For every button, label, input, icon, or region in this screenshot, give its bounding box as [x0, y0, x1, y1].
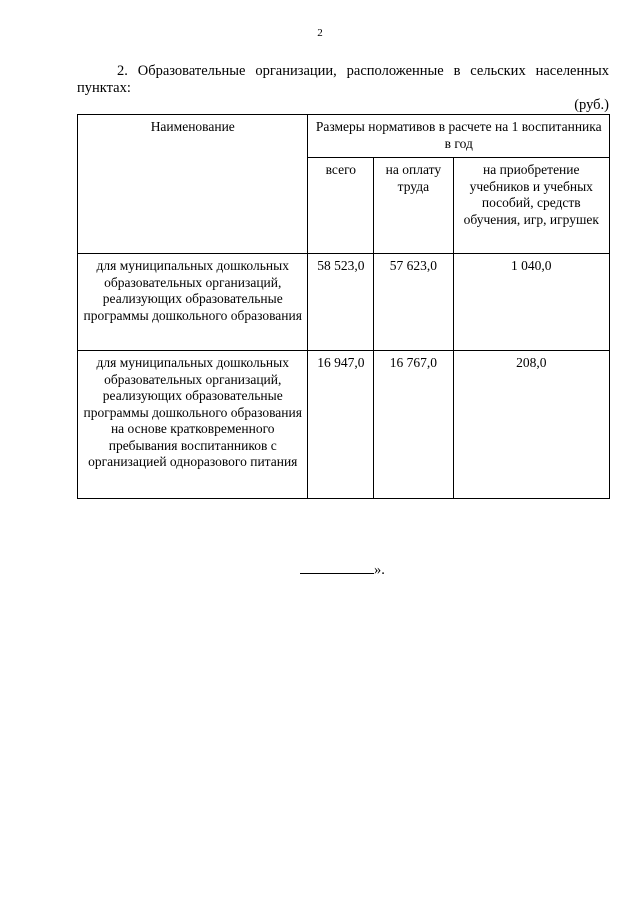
header-group-cell: Размеры нормативов в расчете на 1 воспитанника в год: [308, 115, 610, 158]
row-materials-cell: 1 040,0: [453, 254, 609, 351]
page-number: 2: [317, 27, 323, 39]
closing-mark: [300, 561, 385, 579]
norms-table: [77, 114, 610, 499]
row-labor-cell: 57 623,0: [374, 254, 453, 351]
row-name-cell: для муниципальных дошкольных образовательных организаций, реализующих образовательные программы дошкольного образования на основе кратковременного пребывания воспитанников с организацией одноразового питания: [78, 351, 308, 499]
row-labor-cell: 16 767,0: [374, 351, 453, 499]
row-total-cell: 58 523,0: [308, 254, 374, 351]
header-materials-cell: на приобретение учебников и учебных пособий, средств обучения, игр, игрушек: [453, 158, 609, 254]
header-name-cell: Наименование: [78, 115, 308, 254]
closing-quote: ».: [374, 562, 385, 578]
unit-label: (руб.): [574, 97, 609, 113]
row-name-cell: для муниципальных дошкольных образовательных организаций, реализующих образовательные программы дошкольного образования: [78, 254, 308, 351]
header-total-cell: всего: [308, 158, 374, 254]
signature-line: [300, 561, 374, 574]
row-total-cell: 16 947,0: [308, 351, 374, 499]
row-materials-cell: 208,0: [453, 351, 609, 499]
section-intro: 2. Образовательные организации, расположенные в сельских населенных пунктах:: [77, 63, 609, 96]
table-row: [78, 351, 610, 499]
header-labor-cell: на оплату труда: [374, 158, 453, 254]
table-header-row: [78, 115, 610, 158]
table-row: [78, 254, 610, 351]
